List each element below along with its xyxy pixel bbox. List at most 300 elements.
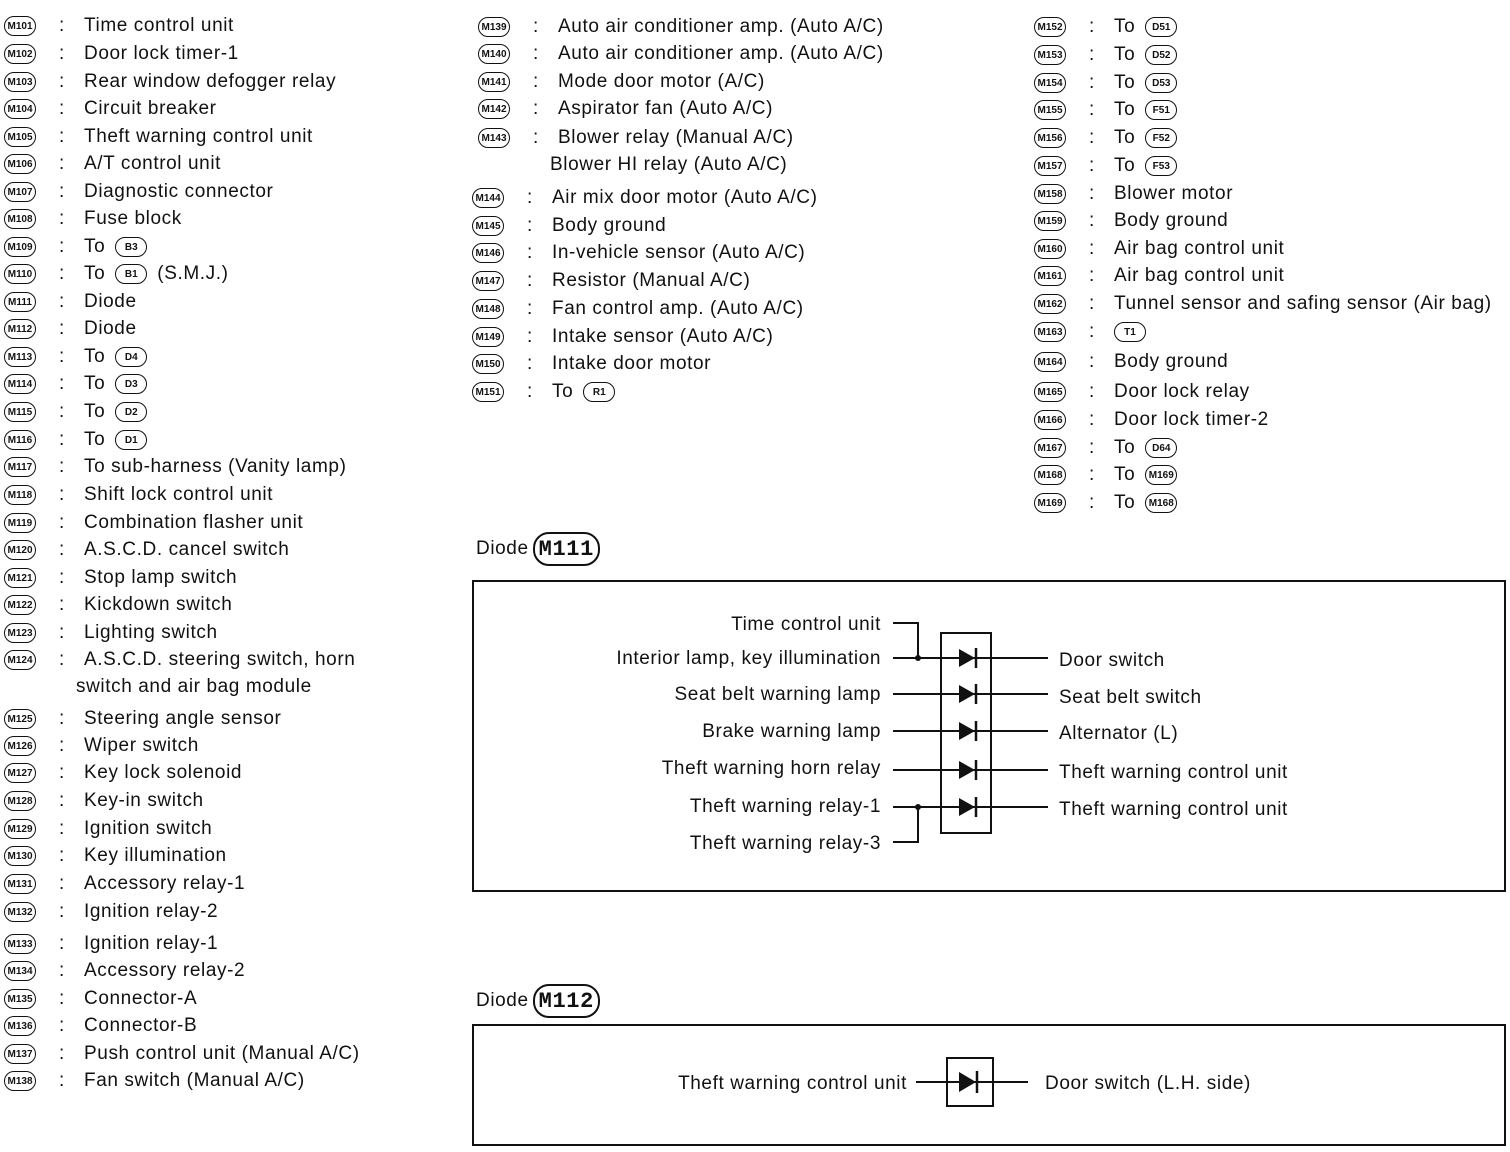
diode-m111-left-label: Theft warning relay-3 <box>689 833 881 854</box>
separator-colon: : <box>533 71 539 92</box>
connector-id-badge: M123 <box>4 623 36 643</box>
connector-description: Aspirator fan (Auto A/C) <box>558 98 774 119</box>
separator-colon: : <box>533 127 539 148</box>
separator-colon: : <box>59 762 65 783</box>
connector-id-badge: M158 <box>1034 184 1066 204</box>
connector-id-badge: M115 <box>4 402 36 422</box>
diode-m112-right-label: Door switch (L.H. side) <box>1045 1073 1251 1094</box>
separator-colon: : <box>59 15 65 36</box>
connector-row <box>1034 43 1177 67</box>
connector-id-badge: M169 <box>1034 493 1066 513</box>
connector-id-badge: M129 <box>4 819 36 839</box>
connector-description: Auto air conditioner amp. (Auto A/C) <box>558 43 884 64</box>
separator-colon: : <box>533 16 539 37</box>
separator-colon: : <box>1089 437 1095 458</box>
connector-id-badge: M110 <box>4 264 36 284</box>
separator-colon: : <box>59 456 65 477</box>
connector-description: Air bag control unit <box>1114 265 1285 286</box>
diode-m112-heading <box>476 984 600 1018</box>
connector-id-badge: M131 <box>4 874 36 894</box>
connector-description: Accessory relay-2 <box>84 960 246 981</box>
connector-description: Rear window defogger relay <box>84 71 337 92</box>
connector-id-badge: M165 <box>1034 382 1066 402</box>
separator-colon: : <box>59 873 65 894</box>
connector-description: Blower motor <box>1114 183 1234 204</box>
separator-colon: : <box>59 126 65 147</box>
connector-id-badge: M140 <box>478 44 510 64</box>
separator-colon: : <box>527 353 533 374</box>
connector-id-badge: M168 <box>1034 465 1066 485</box>
connector-row <box>472 214 666 238</box>
separator-colon: : <box>59 818 65 839</box>
separator-colon: : <box>527 298 533 319</box>
connector-row <box>4 817 212 841</box>
connector-id-badge: M102 <box>4 44 36 64</box>
connector-description: Time control unit <box>84 15 234 36</box>
separator-colon: : <box>1089 127 1095 148</box>
connector-id-badge: M112 <box>4 319 36 339</box>
connector-id-badge: M125 <box>4 709 36 729</box>
connector-description: To <box>84 236 106 257</box>
diode-m111-box <box>472 580 1506 892</box>
connector-description: To <box>1114 99 1136 120</box>
connector-row <box>4 932 218 956</box>
connector-row <box>4 566 237 590</box>
connector-description: Kickdown switch <box>84 594 233 615</box>
separator-colon: : <box>59 98 65 119</box>
diode-m111-left-label: Time control unit <box>731 614 881 635</box>
connector-description: A.S.C.D. cancel switch <box>84 539 290 560</box>
connector-id-badge: M117 <box>4 457 36 477</box>
connector-description: Accessory relay-1 <box>84 873 246 894</box>
connector-description: Intake sensor (Auto A/C) <box>552 326 774 347</box>
target-connector-badge: D4 <box>115 347 147 367</box>
separator-colon: : <box>59 291 65 312</box>
connector-row <box>472 186 818 210</box>
connector-id-badge: M127 <box>4 763 36 783</box>
connector-description: Body ground <box>1114 210 1229 231</box>
connector-id-badge: M159 <box>1034 211 1066 231</box>
connector-description: To <box>1114 127 1136 148</box>
separator-colon: : <box>1089 210 1095 231</box>
connector-row <box>472 241 805 265</box>
connector-row <box>478 42 884 66</box>
separator-colon: : <box>1089 381 1095 402</box>
connector-row <box>4 789 204 813</box>
connector-row <box>1034 182 1233 206</box>
connector-row <box>478 70 765 94</box>
target-connector-badge: D64 <box>1145 438 1177 458</box>
connector-description: To <box>84 346 106 367</box>
connector-description: Intake door motor <box>552 353 712 374</box>
connector-description: To <box>1114 72 1136 93</box>
connector-row <box>4 511 303 535</box>
separator-colon: : <box>59 512 65 533</box>
connector-description-continued: Blower HI relay (Auto A/C) <box>550 154 788 175</box>
connector-description: Push control unit (Manual A/C) <box>84 1043 360 1064</box>
separator-colon: : <box>527 270 533 291</box>
separator-colon: : <box>1089 99 1095 120</box>
connector-row <box>1034 154 1177 178</box>
target-connector-badge: T1 <box>1114 322 1146 342</box>
connector-description: Door lock relay <box>1114 381 1250 402</box>
connector-row <box>4 428 147 452</box>
separator-colon: : <box>59 1015 65 1036</box>
connector-row <box>4 14 234 38</box>
connector-id-badge: M120 <box>4 540 36 560</box>
connector-row <box>478 97 773 121</box>
connector-row <box>4 42 239 66</box>
connector-description: Circuit breaker <box>84 98 217 119</box>
separator-colon: : <box>59 901 65 922</box>
connector-id-badge: M155 <box>1034 100 1066 120</box>
separator-colon: : <box>1089 492 1095 513</box>
diode-m111-left-label: Interior lamp, key illumination <box>616 648 881 669</box>
connector-description: To <box>84 263 106 284</box>
connector-id-badge: M139 <box>478 17 510 37</box>
connector-id-badge: M162 <box>1034 294 1066 314</box>
connector-row <box>4 734 199 758</box>
connector-id-badge: M150 <box>472 354 504 374</box>
connector-id-badge: M136 <box>4 1016 36 1036</box>
separator-colon: : <box>59 71 65 92</box>
connector-id-badge: M149 <box>472 327 504 347</box>
connector-description: A/T control unit <box>84 153 222 174</box>
connector-row <box>1034 380 1250 404</box>
connector-description: Tunnel sensor and safing sensor (Air bag) <box>1114 293 1492 314</box>
connector-row <box>4 70 336 94</box>
connector-id-badge: M126 <box>4 736 36 756</box>
connector-row <box>4 872 245 896</box>
connector-row <box>1034 320 1146 344</box>
connector-row <box>4 483 273 507</box>
separator-colon: : <box>59 708 65 729</box>
connector-description: Wiper switch <box>84 735 199 756</box>
connector-description: Resistor (Manual A/C) <box>552 270 751 291</box>
connector-row <box>4 455 347 479</box>
connector-id-badge: M121 <box>4 568 36 588</box>
connector-id-badge: M151 <box>472 382 504 402</box>
separator-colon: : <box>1089 72 1095 93</box>
connector-id-badge: M118 <box>4 485 36 505</box>
separator-colon: : <box>59 401 65 422</box>
separator-colon: : <box>59 567 65 588</box>
connector-id-badge: M113 <box>4 347 36 367</box>
connector-row <box>1034 209 1228 233</box>
separator-colon: : <box>59 373 65 394</box>
target-connector-badge: F52 <box>1145 128 1177 148</box>
separator-colon: : <box>59 790 65 811</box>
connector-row <box>1034 15 1177 39</box>
separator-colon: : <box>527 326 533 347</box>
connector-description: To <box>1114 44 1136 65</box>
target-connector-badge: D2 <box>115 402 147 422</box>
connector-row <box>4 621 218 645</box>
diode-m112-title: Diode <box>476 990 529 1011</box>
connector-description: Ignition switch <box>84 818 213 839</box>
connector-description: Diode <box>84 291 137 312</box>
connector-id-badge: M101 <box>4 16 36 36</box>
connector-id-badge: M119 <box>4 513 36 533</box>
separator-colon: : <box>1089 464 1095 485</box>
connector-row <box>4 317 137 341</box>
target-connector-badge: D52 <box>1145 45 1177 65</box>
connector-description: To <box>1114 16 1136 37</box>
connector-description: Steering angle sensor <box>84 708 282 729</box>
connector-id-badge: M130 <box>4 846 36 866</box>
connector-id-badge: M135 <box>4 989 36 1009</box>
diode-m111-right-label: Theft warning control unit <box>1059 799 1288 820</box>
diode-m111-left-label: Theft warning relay-1 <box>689 796 881 817</box>
separator-colon: : <box>59 43 65 64</box>
connector-id-badge: M160 <box>1034 239 1066 259</box>
target-connector-badge: M168 <box>1145 493 1177 513</box>
connector-row <box>1034 491 1177 515</box>
connector-row <box>1034 350 1228 374</box>
connector-description-continued: switch and air bag module <box>76 676 312 697</box>
diode-m111-right-label: Alternator (L) <box>1059 723 1179 744</box>
connector-row <box>1034 126 1177 150</box>
connector-description: Body ground <box>1114 351 1229 372</box>
connector-description: Diode <box>84 318 137 339</box>
connector-id-badge: M109 <box>4 237 36 257</box>
separator-colon: : <box>59 1043 65 1064</box>
connector-id-badge: M141 <box>478 72 510 92</box>
connector-id-badge: M147 <box>472 271 504 291</box>
diode-m112-tag: M112 <box>533 984 600 1018</box>
target-connector-badge: D51 <box>1145 17 1177 37</box>
connector-description: Auto air conditioner amp. (Auto A/C) <box>558 16 884 37</box>
connector-description: Combination flasher unit <box>84 512 304 533</box>
connector-id-badge: M154 <box>1034 73 1066 93</box>
connector-description: Door lock timer-1 <box>84 43 239 64</box>
connector-description: A.S.C.D. steering switch, horn <box>84 649 356 670</box>
connector-id-badge: M105 <box>4 127 36 147</box>
connector-id-badge: M104 <box>4 99 36 119</box>
connector-description: Theft warning control unit <box>84 126 313 147</box>
diode-m112-box <box>472 1024 1506 1146</box>
diode-m111-left-label: Theft warning horn relay <box>661 758 881 779</box>
connector-description: Ignition relay-2 <box>84 901 219 922</box>
connector-row <box>478 126 794 150</box>
connector-row <box>1034 71 1177 95</box>
connector-row <box>4 1069 305 1093</box>
connector-row <box>4 97 217 121</box>
separator-colon: : <box>533 98 539 119</box>
separator-colon: : <box>59 960 65 981</box>
diode-m111-tag: M111 <box>533 532 600 566</box>
connector-row <box>4 152 221 176</box>
connector-id-badge: M143 <box>478 128 510 148</box>
connector-description: Shift lock control unit <box>84 484 274 505</box>
target-connector-badge: D1 <box>115 430 147 450</box>
separator-colon: : <box>527 187 533 208</box>
connector-description: Lighting switch <box>84 622 218 643</box>
connector-id-badge: M157 <box>1034 156 1066 176</box>
connector-row <box>4 593 232 617</box>
connector-id-badge: M152 <box>1034 17 1066 37</box>
connector-row <box>4 372 147 396</box>
connector-id-badge: M132 <box>4 902 36 922</box>
connector-row <box>1034 98 1177 122</box>
connector-row <box>1034 408 1269 432</box>
connector-description: To <box>1114 155 1136 176</box>
connector-id-badge: M114 <box>4 374 36 394</box>
separator-colon: : <box>59 622 65 643</box>
connector-description: Air bag control unit <box>1114 238 1285 259</box>
connector-id-badge: M133 <box>4 934 36 954</box>
connector-row <box>4 262 229 286</box>
separator-colon: : <box>1089 238 1095 259</box>
diode-m111-heading <box>476 532 600 566</box>
connector-id-badge: M138 <box>4 1071 36 1091</box>
target-connector-badge: M169 <box>1145 465 1177 485</box>
separator-colon: : <box>59 649 65 670</box>
connector-id-badge: M128 <box>4 791 36 811</box>
connector-description: To <box>84 373 106 394</box>
connector-description: To <box>552 381 574 402</box>
connector-row <box>4 1014 197 1038</box>
connector-row <box>4 707 281 731</box>
connector-row <box>472 269 750 293</box>
separator-colon: : <box>527 242 533 263</box>
connector-row <box>472 325 773 349</box>
connector-id-badge: M167 <box>1034 438 1066 458</box>
connector-id-badge: M164 <box>1034 352 1066 372</box>
target-connector-badge: D53 <box>1145 73 1177 93</box>
separator-colon: : <box>1089 321 1095 342</box>
connector-row <box>1034 237 1284 261</box>
diode-m111-left-label: Seat belt warning lamp <box>674 684 881 705</box>
separator-colon: : <box>1089 351 1095 372</box>
separator-colon: : <box>59 208 65 229</box>
separator-colon: : <box>1089 409 1095 430</box>
connector-row <box>4 959 245 983</box>
connector-description: Door lock timer-2 <box>1114 409 1269 430</box>
connector-id-badge: M146 <box>472 243 504 263</box>
connector-id-badge: M124 <box>4 650 36 670</box>
separator-colon: : <box>59 236 65 257</box>
connector-description: Key-in switch <box>84 790 204 811</box>
separator-colon: : <box>59 594 65 615</box>
connector-id-badge: M161 <box>1034 266 1066 286</box>
connector-description: Connector-A <box>84 988 198 1009</box>
target-connector-badge: F53 <box>1145 156 1177 176</box>
connector-row <box>472 380 615 404</box>
target-connector-badge: R1 <box>583 382 615 402</box>
separator-colon: : <box>527 215 533 236</box>
connector-row <box>4 648 355 672</box>
connector-row <box>4 207 182 231</box>
separator-colon: : <box>59 429 65 450</box>
separator-colon: : <box>59 153 65 174</box>
connector-id-badge: M144 <box>472 188 504 208</box>
connector-description: Fan switch (Manual A/C) <box>84 1070 305 1091</box>
connector-description: To <box>84 401 106 422</box>
separator-colon: : <box>59 845 65 866</box>
connector-id-badge: M103 <box>4 72 36 92</box>
connector-id-badge: M137 <box>4 1044 36 1064</box>
connector-row <box>478 15 884 39</box>
connector-description: Blower relay (Manual A/C) <box>558 127 794 148</box>
connector-row <box>4 345 147 369</box>
connector-row <box>472 297 804 321</box>
connector-id-badge: M134 <box>4 961 36 981</box>
connector-row <box>4 538 289 562</box>
target-connector-badge: F51 <box>1145 100 1177 120</box>
connector-id-badge: M108 <box>4 209 36 229</box>
connector-id-badge: M166 <box>1034 410 1066 430</box>
connector-id-badge: M111 <box>4 292 36 312</box>
target-connector-badge: B3 <box>115 237 147 257</box>
target-connector-badge: B1 <box>115 264 147 284</box>
separator-colon: : <box>1089 293 1095 314</box>
connector-row <box>1034 436 1177 460</box>
connector-id-badge: M153 <box>1034 45 1066 65</box>
connector-id-badge: M116 <box>4 430 36 450</box>
connector-id-badge: M107 <box>4 182 36 202</box>
connector-id-badge: M122 <box>4 595 36 615</box>
separator-colon: : <box>1089 44 1095 65</box>
connector-row <box>1034 292 1492 316</box>
separator-colon: : <box>59 318 65 339</box>
connector-row <box>4 125 313 149</box>
connector-description: To <box>1114 464 1136 485</box>
connector-description: Stop lamp switch <box>84 567 238 588</box>
connector-description: To sub-harness (Vanity lamp) <box>84 456 347 477</box>
connector-description: To <box>1114 437 1136 458</box>
separator-colon: : <box>1089 265 1095 286</box>
connector-id-badge: M142 <box>478 99 510 119</box>
connector-description: Body ground <box>552 215 667 236</box>
connector-description: Air mix door motor (Auto A/C) <box>552 187 818 208</box>
connector-row <box>472 352 711 376</box>
separator-colon: : <box>59 933 65 954</box>
connector-row <box>4 900 218 924</box>
target-connector-badge: D3 <box>115 374 147 394</box>
connector-row <box>1034 463 1177 487</box>
connector-description: Key illumination <box>84 845 227 866</box>
separator-colon: : <box>527 381 533 402</box>
connector-description: To <box>1114 492 1136 513</box>
diode-m111-left-label: Brake warning lamp <box>702 721 881 742</box>
connector-description: Fuse block <box>84 208 182 229</box>
diode-m111-right-label: Theft warning control unit <box>1059 762 1288 783</box>
connector-description: Mode door motor (A/C) <box>558 71 765 92</box>
diode-m111-right-label: Seat belt switch <box>1059 687 1202 708</box>
connector-id-badge: M145 <box>472 216 504 236</box>
separator-colon: : <box>59 181 65 202</box>
connector-row <box>4 761 242 785</box>
diode-m112-left-label: Theft warning control unit <box>678 1073 907 1094</box>
diode-m111-right-label: Door switch <box>1059 650 1165 671</box>
separator-colon: : <box>59 735 65 756</box>
connector-row <box>4 235 147 259</box>
connector-description: To <box>84 429 106 450</box>
connector-row <box>4 180 273 204</box>
connector-id-badge: M148 <box>472 299 504 319</box>
connector-row <box>4 844 227 868</box>
connector-row <box>4 1042 360 1066</box>
connector-row <box>4 987 197 1011</box>
separator-colon: : <box>533 43 539 64</box>
connector-row <box>1034 264 1284 288</box>
separator-colon: : <box>59 988 65 1009</box>
separator-colon: : <box>59 539 65 560</box>
connector-description: In-vehicle sensor (Auto A/C) <box>552 242 806 263</box>
connector-id-badge: M156 <box>1034 128 1066 148</box>
connector-description: Connector-B <box>84 1015 198 1036</box>
